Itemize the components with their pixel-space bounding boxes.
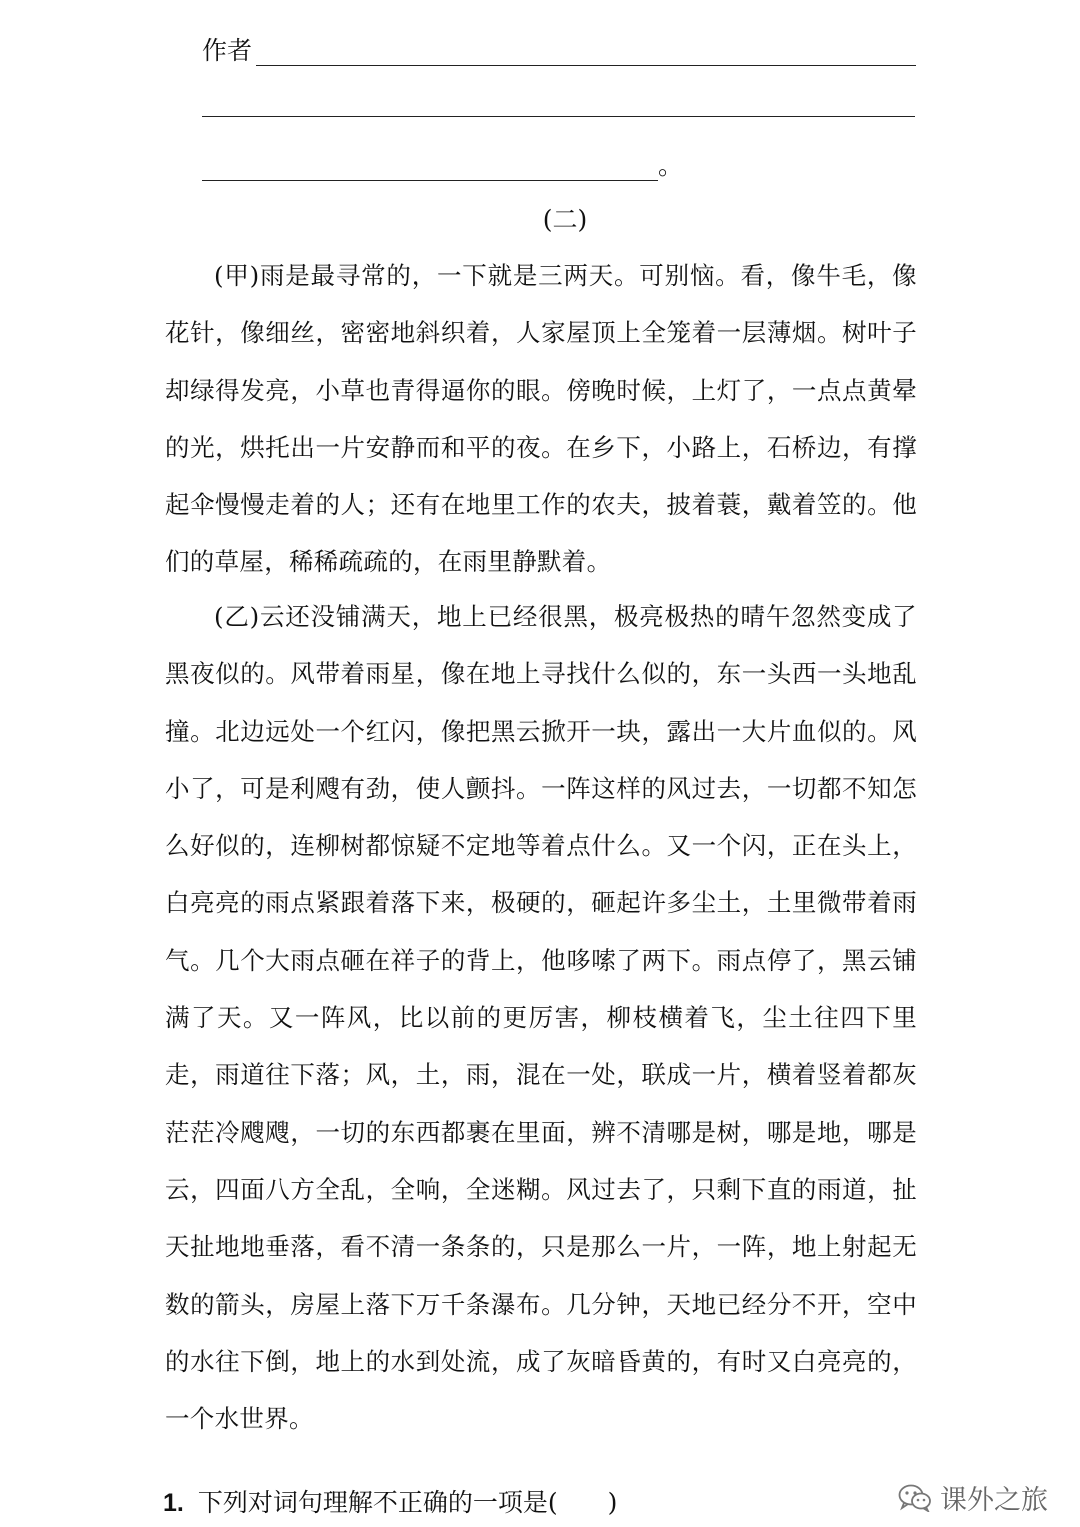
passage-jia: (甲)雨是最寻常的，一下就是三两天。可别恼。看，像牛毛，像花针，像细丝，密密地斜织着，人家屋顶上全笼着一层薄烟。树叶子却绿得发亮，小草也青得逼你的眼。傍晚时候，上灯了，一点点黄晕的光，烘托出一片安静而和平的夜。在乡下，小路上，石桥边，有撑起伞慢慢走着的人；还有在地里工作的农夫，披着蓑，戴着笠的。他们的草屋，稀稀疏疏的，在雨里静默着。 [165, 261, 917, 577]
watermark [898, 1478, 1048, 1517]
question-number: 1. [163, 1489, 184, 1517]
question-text: 下列对词句理解不正确的一项是( ) [197, 1488, 618, 1517]
section-title: (二) [542, 205, 588, 234]
author-label: 作者 [202, 36, 253, 65]
answer-blank-line-1[interactable] [256, 43, 916, 66]
blank-row-2 [202, 94, 915, 117]
author-fill-row [202, 36, 916, 66]
wechat-icon [898, 1484, 932, 1512]
answer-blank-line-3[interactable] [202, 158, 658, 181]
blank-end-punctuation: 。 [658, 151, 684, 180]
watermark-text: 课外之旅 [940, 1485, 1048, 1516]
question-1 [163, 1486, 617, 1520]
passage-yi: (乙)云还没铺满天，地上已经很黑，极亮极热的晴午忽然变成了黑夜似的。风带着雨星，像在地上寻找什么似的，东一头西一头地乱撞。北边远处一个红闪，像把黑云掀开一块，露出一大片血似的。风小了，可是利飕有劲，使人颤抖。一阵这样的风过去，一切都不知怎么好似的，连柳树都惊疑不定地等着点什么。又一个闪，正在头上，白亮亮的雨点紧跟着落下来，极硬的，砸起许多尘土，土里微带着雨气。几个大雨点砸在祥子的背上，他哆嗦了两下。雨点停了，黑云铺满了天。又一阵风，比以前的更厉害，柳枝横着飞，尘土往四下里走，雨道往下落；风，土，雨，混在一处，联成一片，横着竖着都灰茫茫冷飕飕，一切的东西都裹在里面，辨不清哪是树，哪是地，哪是云，四面八方全乱，全响，全迷糊。风过去了，只剩下直的雨道，扯天扯地地垂落，看不清一条条的，只是那么一片，一阵，地上射起无数的箭头，房屋上落下万千条瀑布。几分钟，天地已经分不开，空中的水往下倒，地上的水到处流，成了灰暗昏黄的，有时又白亮亮的，一个水世界。 [165, 602, 917, 1434]
blank-row-3 [202, 151, 683, 181]
answer-blank-line-2[interactable] [202, 94, 915, 117]
